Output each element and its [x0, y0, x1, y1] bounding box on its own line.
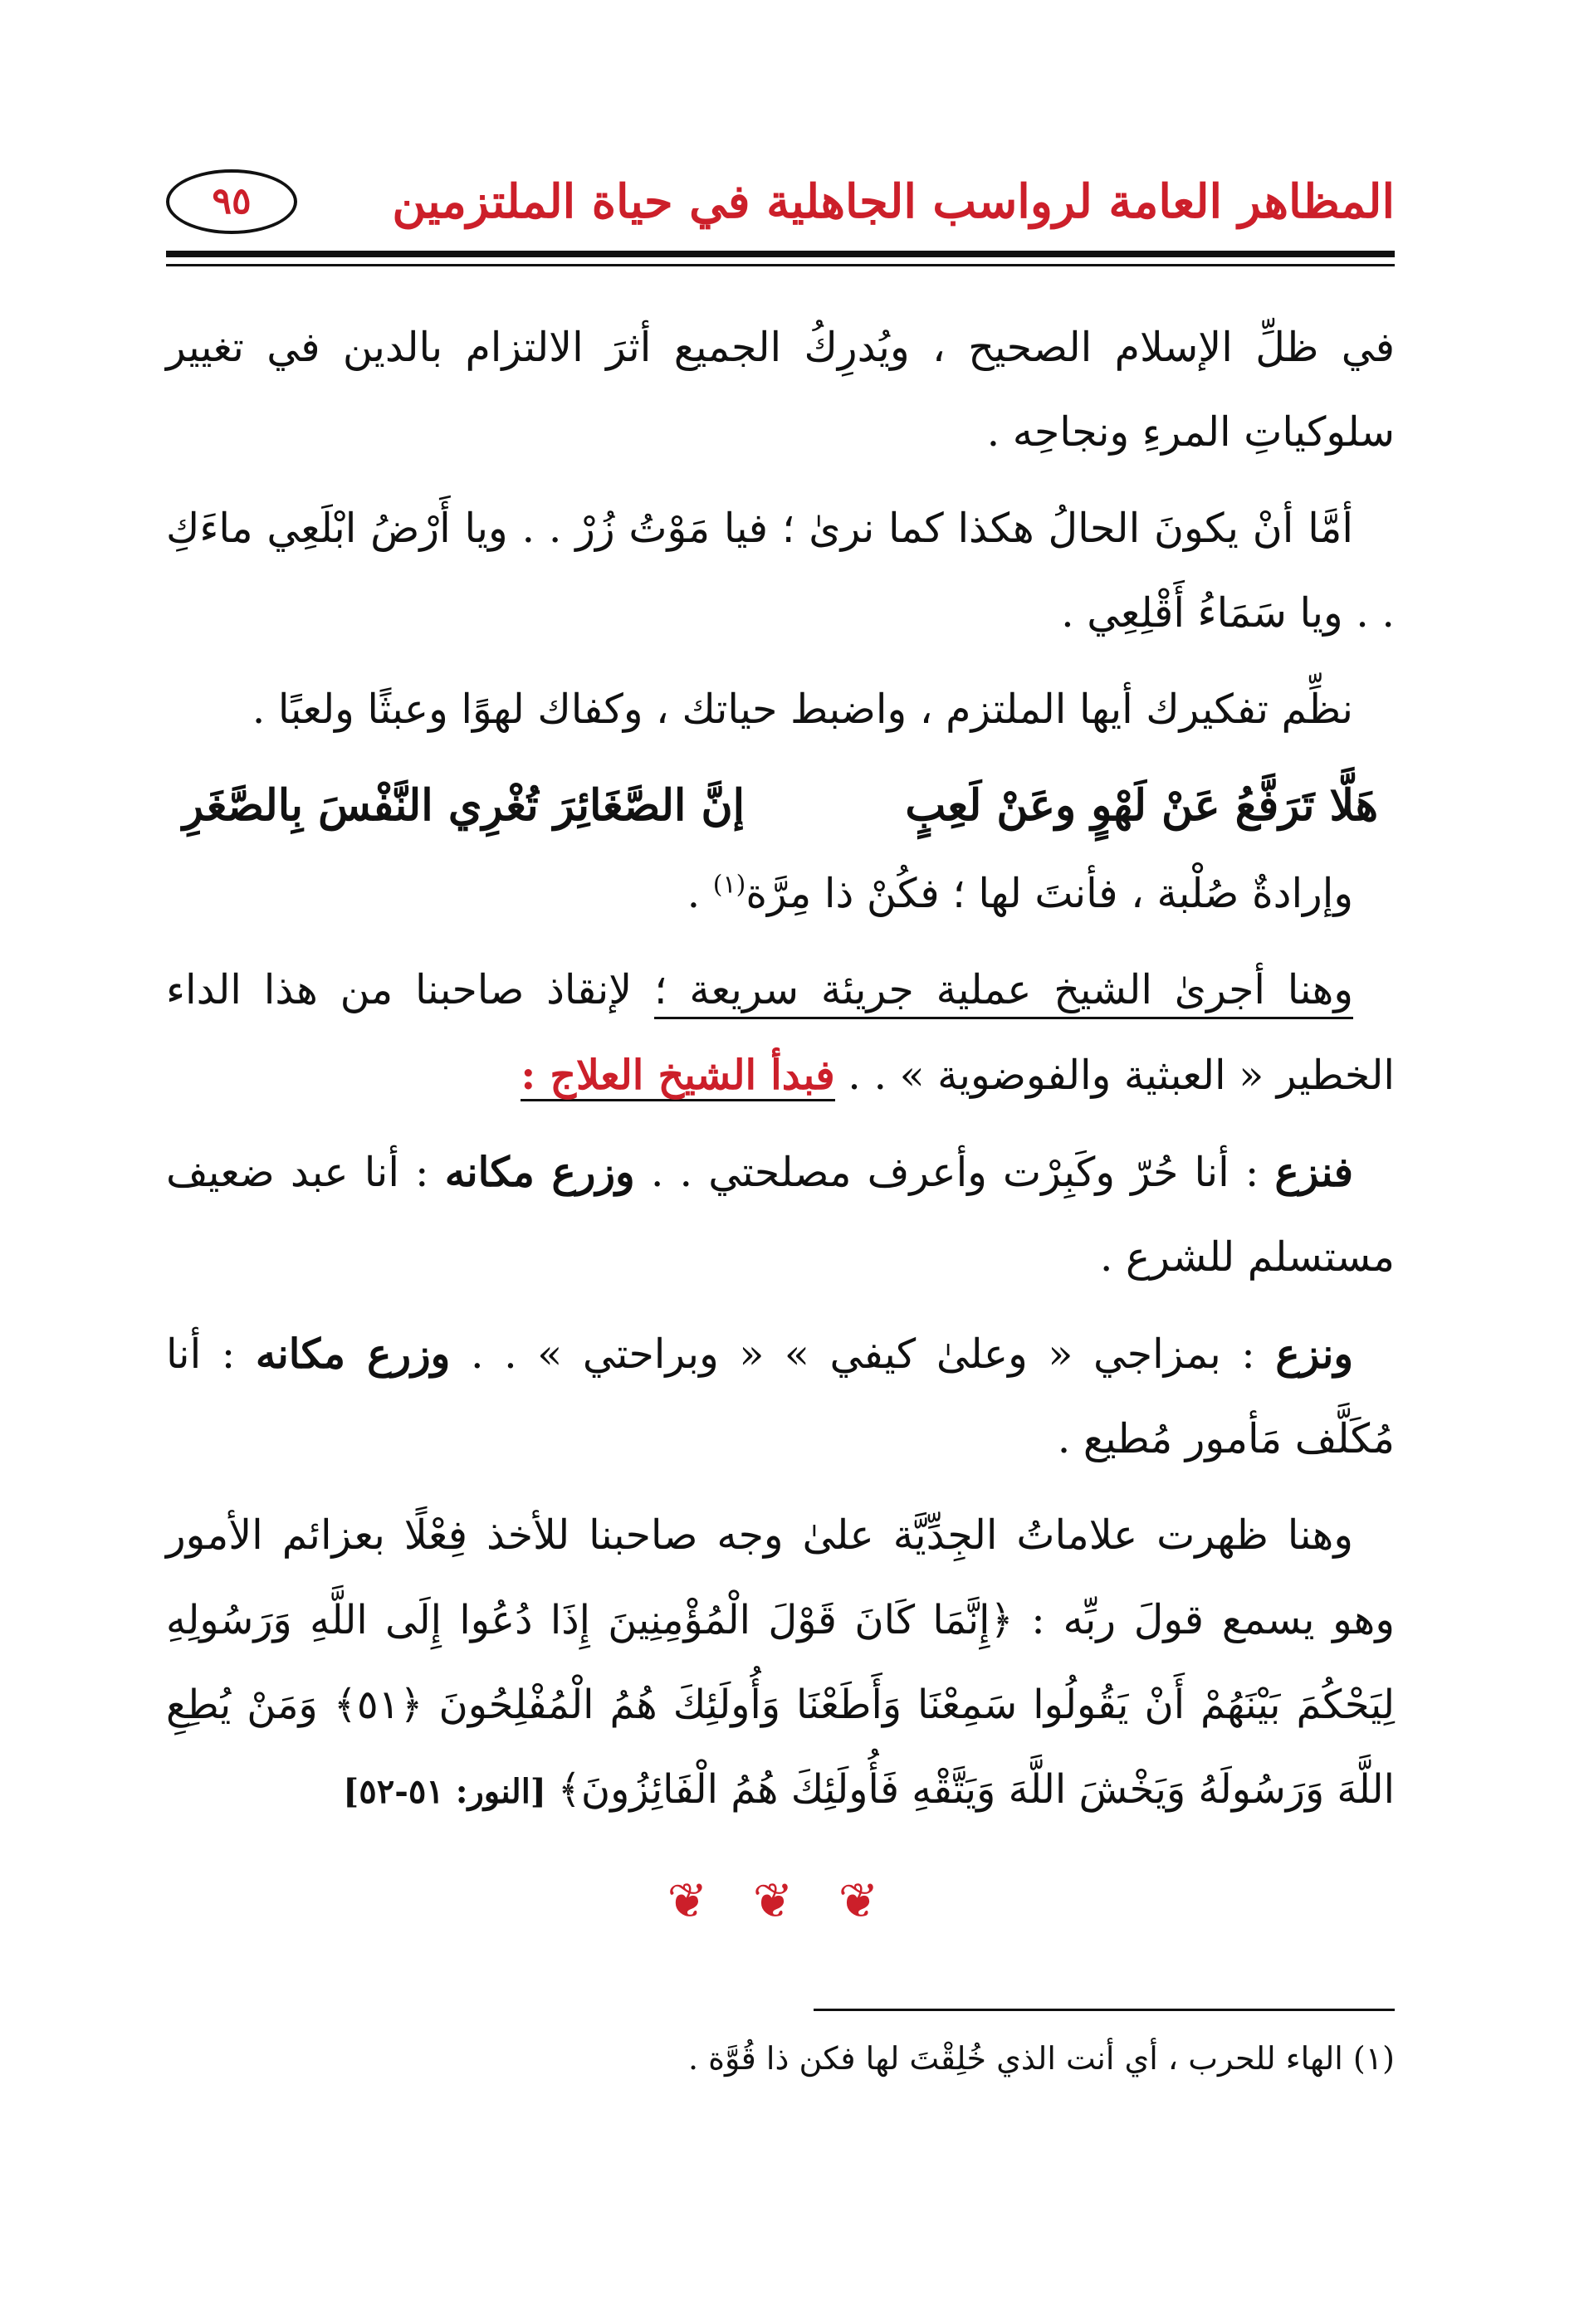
paragraph-7 [166, 1311, 1395, 1482]
footnote-marker: (١) [712, 870, 746, 900]
removed-text-2: : بمزاجي « وعلىٰ كيفي » « وبراحتي » . . [450, 1330, 1276, 1378]
paragraph-4-text: وإرادةٌ صُلْبة ، فأنتَ لها ؛ فكُنْ ذا مِرَّة [746, 870, 1353, 917]
paragraph-4-end: . [687, 870, 713, 917]
paragraph-3: نظِّم تفكيرك أيها الملتزم ، واضبط حياتك ، وكفاك لهوًا وعبثًا ولعبًا . [252, 686, 1353, 733]
removed-text: : أنا حُرّ وكَبِرْت وأعرف مصلحتي . . [634, 1149, 1275, 1196]
section-ornament: ❦ ❦ ❦ [667, 1872, 894, 1929]
treatment-heading: فبدأ الشيخ العلاج : [521, 1051, 835, 1101]
paragraph-8-text: وهنا ظهرت علاماتُ الجِدِّيَّة علىٰ وجه صاحبنا للأخذ فِعْلًا بعزائم الأمور وهو يسمع قولَ ربِّه : [166, 1511, 1395, 1643]
planted-label: وزرع مكانه [444, 1148, 635, 1196]
removed-label-2: ونزع [1275, 1330, 1353, 1378]
paragraph-4 [166, 852, 1395, 936]
paragraph-1: في ظلِّ الإسلام الصحيح ، ويُدرِكُ الجميع أثرَ الالتزام بالدين في تغيير سلوكياتِ المرءِ ونجاحِه . [166, 324, 1395, 456]
footnote-text: (١) الهاء للحرب ، أي أنت الذي خُلِقْتَ لها فكن ذا قُوَّة . [687, 2040, 1395, 2077]
removed-label: فنزع [1274, 1148, 1353, 1196]
page-number-badge: ٩٥ [166, 169, 297, 234]
page-body [166, 305, 1395, 1934]
header-rule-thin [166, 264, 1395, 266]
paragraph-5-text: لإنقاذ صاحبنا من هذا الداء الخطير « العبثية والفوضوية » . . [166, 966, 1395, 1099]
quran-quote: ﴿إِنَّمَا كَانَ قَوْلَ الْمُؤْمِنِينَ إِذَا دُعُوا إِلَى اللَّهِ وَرَسُولِهِ لِيَحْكُمَ بَيْنَهُمْ أَنْ يَقُولُوا سَمِعْنَا وَأَطَعْنَا وَأُولَئِكَ هُمُ الْمُفْلِحُونَ ﴿٥١﴾ وَمَنْ يُطِعِ اللَّهَ وَرَسُولَهُ وَيَخْشَ اللَّهَ وَيَتَّقْهِ فَأُولَئِكَ هُمُ الْفَائِزُونَ﴾ [166, 1597, 1395, 1813]
running-title: المظاهر العامة لرواسب الجاهلية في حياة الملتزمين [392, 174, 1395, 229]
poetry-verse [166, 764, 1395, 848]
paragraph-2: أمَّا أنْ يكونَ الحالُ هكذا كما نرىٰ ؛ فيا مَوْتُ زُرْ . . ويا أَرْضُ ابْلَعِي ماءَكِ . . ويا سَمَاءُ أَقْلِعِي . [166, 505, 1395, 637]
verse-first-hemistich: هَلَّا تَرَفَّعُ عَنْ لَهْوٍ وعَنْ لَعِبٍ [905, 780, 1378, 831]
paragraph-8 [166, 1493, 1395, 1834]
quran-reference: [النور: ٥١-٥٢] [343, 1772, 558, 1811]
verse-second-hemistich: إنَّ الصَّغَائِرَ تُغْرِي النَّفْسَ بِالصَّغَرِ [183, 780, 746, 831]
planted-label-2: وزرع مكانه [255, 1330, 451, 1378]
planted-text-2: : أنا مُكَلَّف مَأمور مُطيع . [166, 1330, 1395, 1462]
header-rule-thick [166, 251, 1395, 257]
paragraph-6 [166, 1130, 1395, 1300]
book-page [166, 158, 1395, 2216]
planted-text: : أنا عبد ضعيف مستسلم للشرع . [166, 1149, 1395, 1281]
footnote-divider [814, 2009, 1395, 2011]
underlined-phrase: وهنا أجرىٰ الشيخ عملية جريئة سريعة ؛ [654, 966, 1353, 1019]
paragraph-5 [166, 948, 1395, 1118]
page-header [166, 158, 1395, 266]
